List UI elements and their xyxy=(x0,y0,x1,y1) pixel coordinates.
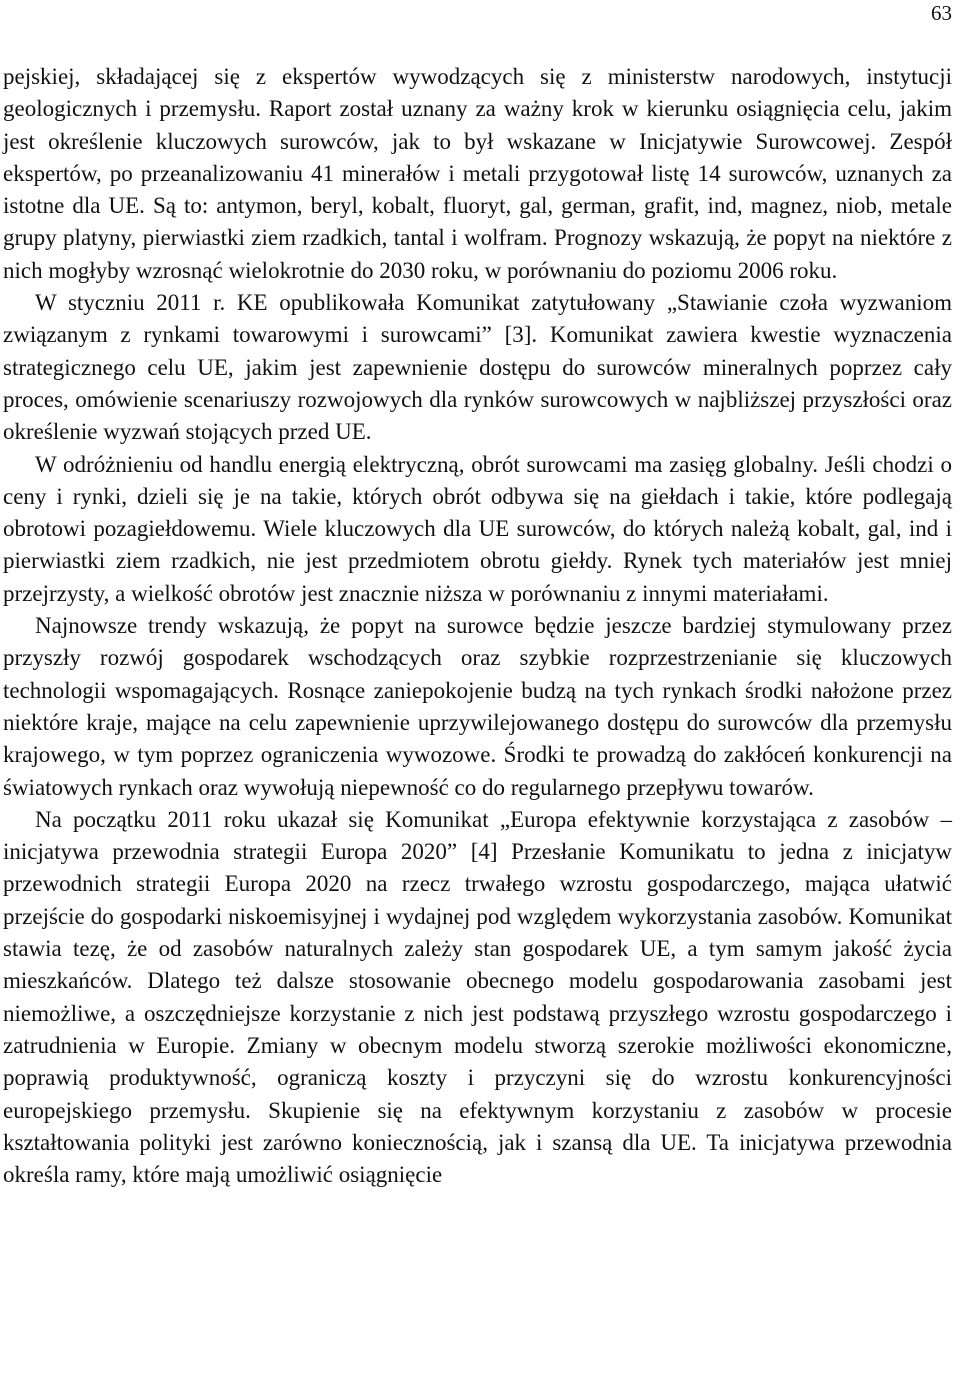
paragraph-europe-2020: Na początku 2011 roku ukazał się Komunikat „Europa efektywnie korzystająca z zasobów – inicjatywa przewodnia strategii Europa 2020” [4] Przesłanie Komunikatu to jedna z inicjatyw przewodnich strategii Europa 2020 na rzecz trwałego wzrostu gospodarczego, mająca ułatwić przejście do gospodarki niskoemisyjnej i wydajnej pod względem wykorzystania zasobów. Komunikat stawia tezę, że od zasobów naturalnych zależy stan gospodarek UE, a tym samym jakość życia mieszkańców. Dlatego też dalsze stosowanie obecnego modelu gospodarowania zasobami jest niemożliwe, a oszczędniejsze korzystanie z nich jest podstawą przyszłego wzrostu gospodarczego i zatrudnienia w Europie. Zmiany w obecnym modelu stworzą szerokie możliwości ekonomiczne, poprawią produktywność, ograniczą koszty i przyczyni się do wzrostu konkurencyjności europejskiego przemysłu. Skupienie się na efektywnym korzystaniu z zasobów w procesie kształtowania polityki jest zarówno koniecznością, jak i szansą dla UE. Ta inicjatywa przewodnia określa ramy, które mają umożliwić osiągnięcie xyxy=(3,806,952,1188)
document-body xyxy=(3,61,952,1191)
page-number: 63 xyxy=(931,1,952,25)
paragraph-continuation: pejskiej, składającej się z ekspertów wywodzących się z ministerstw narodowych, instytucji geologicznych i przemysłu. Raport został uznany za ważny krok w kierunku osiągnięcia celu, jakim jest określenie kluczowych surowców, jak to był wskazane w Inicjatywie Surowcowej. Zespół ekspertów, po przeanalizowaniu 41 minerałów i metali przygotował listę 14 surowców, uznanych za istotne dla UE. Są to: antymon, beryl, kobalt, fluoryt, gal, german, grafit, ind, magnez, niob, metale grupy platyny, pierwiastki ziem rzadkich, tantal i wolfram. Prognozy wskazują, że popyt na niektóre z nich mogłyby wzrosnąć wielokrotnie do 2030 roku, w porównaniu do poziomu 2006 roku. xyxy=(3,64,952,283)
paragraph-global-trade: W odróżnieniu od handlu energią elektryczną, obrót surowcami ma zasięg globalny. Jeśli chodzi o ceny i rynki, dzieli się je na takie, których obrót odbywa się na giełdach i takie, które podlegają obrotowi pozagiełdowemu. Wiele kluczowych dla UE surowców, do których należą kobalt, gal, ind i pierwiastki ziem rzadkich, nie jest przedmiotem obrotu giełdy. Rynek tych materiałów jest mniej przejrzysty, a wielkość obrotów jest znacznie niższa w porównaniu z innymi materiałami. xyxy=(3,451,952,606)
paragraph-ke-communication: W styczniu 2011 r. KE opublikowała Komunikat zatytułowany „Stawianie czoła wyzwaniom związanym z rynkami towarowymi i surowcami” [3]. Komunikat zawiera kwestie wyznaczenia strategicznego celu UE, jakim jest zapewnienie dostępu do surowców mineralnych poprzez cały proces, omówienie scenariuszy rozwojowych dla rynków surowcowych w najbliższej przyszłości oraz określenie wyzwań stojących przed UE. xyxy=(3,290,952,445)
paragraph-latest-trends: Najnowsze trendy wskazują, że popyt na surowce będzie jeszcze bardziej stymulowany przez przyszły rozwój gospodarek wschodzących oraz szybkie rozprzestrzenianie się kluczowych technologii wspomagających. Rosnące zaniepokojenie budzą na tych rynkach środki nałożone przez niektóre kraje, mające na celu zapewnienie uprzywilejowanego dostępu do surowców dla przemysłu krajowego, w tym poprzez ograniczenia wywozowe. Środki te prowadzą do zakłóceń konkurencji na światowych rynkach oraz wywołują niepewność co do regularnego przepływu towarów. xyxy=(3,613,952,800)
